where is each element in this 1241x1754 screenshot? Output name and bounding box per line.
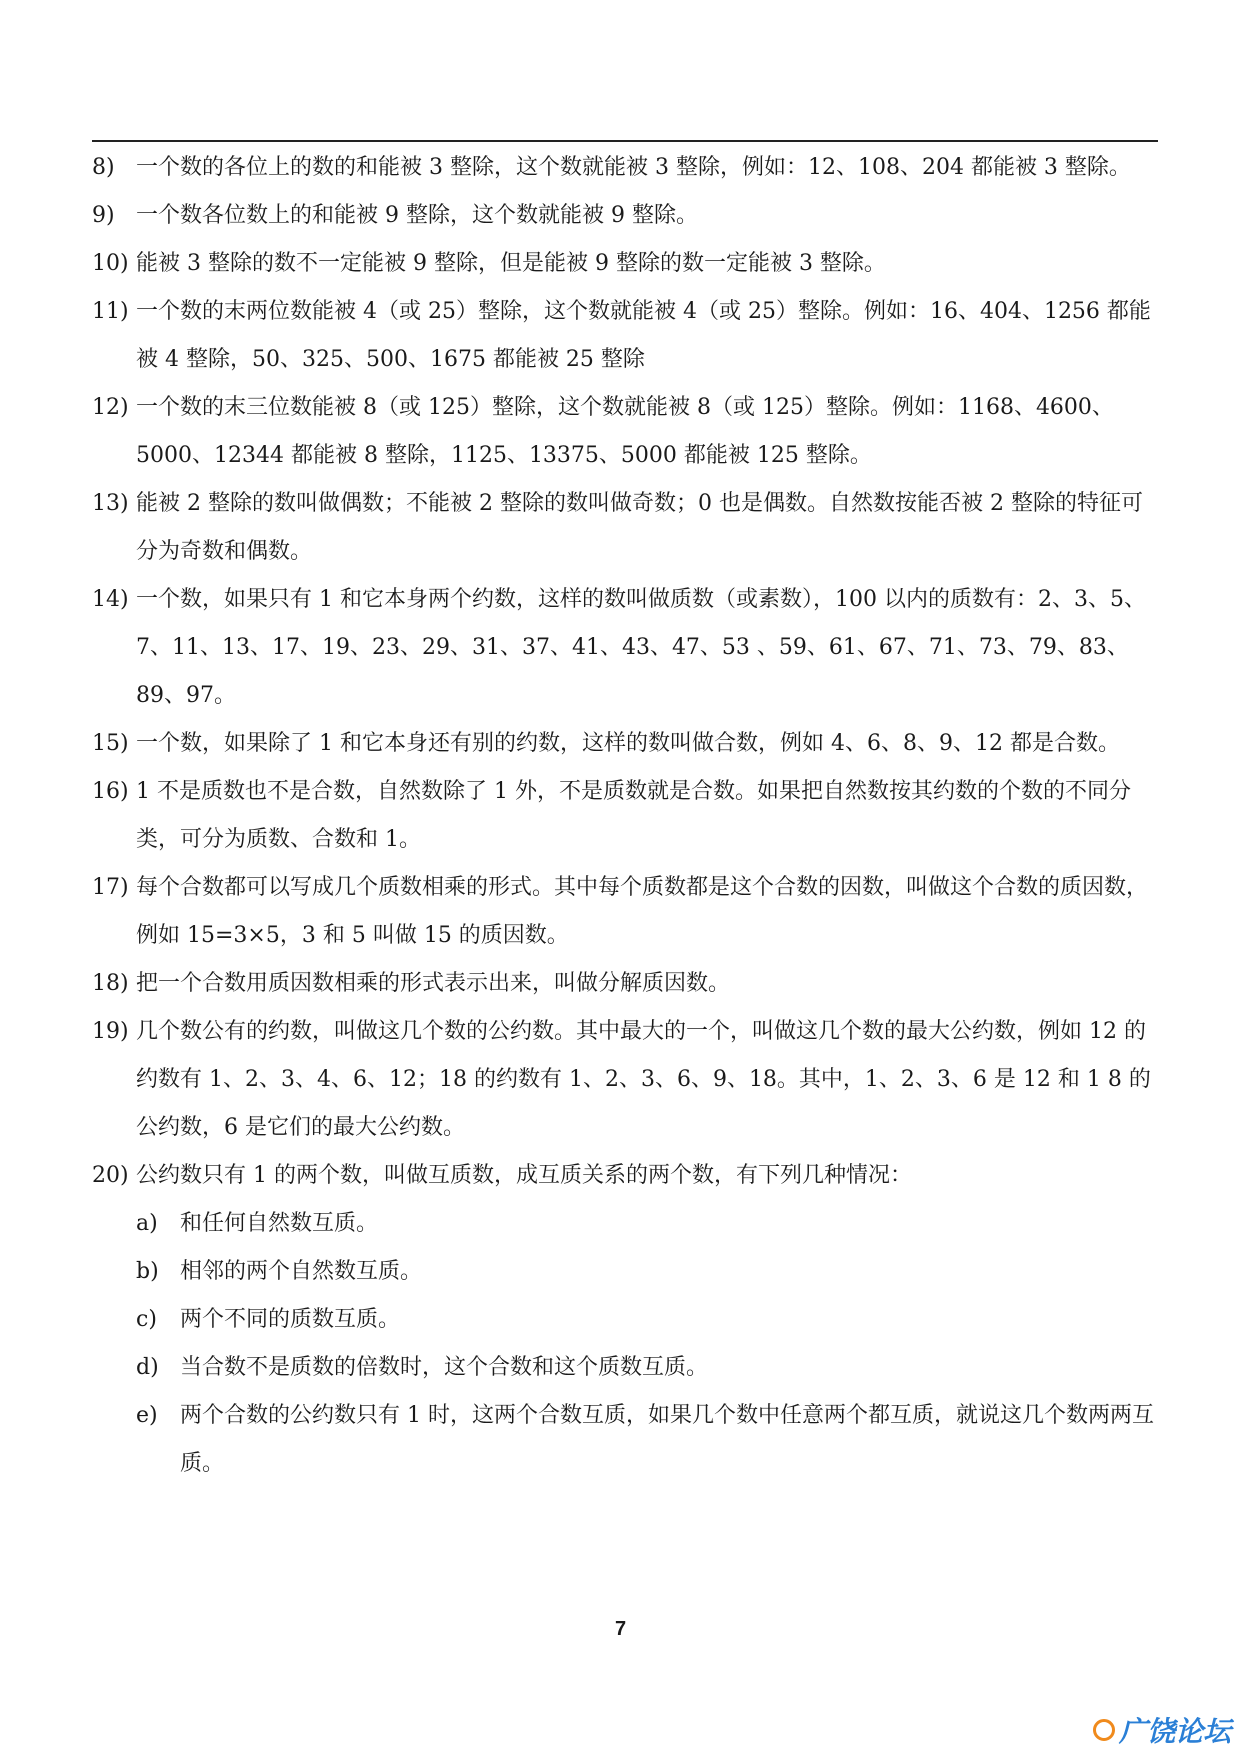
item-text: 每个合数都可以写成几个质数相乘的形式。其中每个质数都是这个合数的因数，叫做这个合数的质因数，例如 15=3×5，3 和 5 叫做 15 的质因数。 bbox=[136, 875, 1149, 948]
list-item-13 bbox=[92, 480, 1162, 576]
item-text: 一个数的末两位数能被 4（或 25）整除，这个数就能被 4（或 25）整除。例如：16、404、1256 都能被 4 整除，50、325、500、1675 都能被 25 整除 bbox=[136, 299, 1151, 372]
list-item-8 bbox=[92, 144, 1162, 192]
item-text: 能被 3 整除的数不一定能被 9 整除，但是能被 9 整除的数一定能被 3 整除。 bbox=[136, 251, 886, 276]
sub-item-text: 和任何自然数互质。 bbox=[180, 1211, 379, 1236]
list-item-17 bbox=[92, 864, 1162, 960]
sub-item-text: 两个合数的公约数只有 1 时，这两个合数互质，如果几个数中任意两个都互质，就说这几个数两两互质。 bbox=[180, 1403, 1154, 1476]
item-number: 14) bbox=[92, 587, 129, 612]
logo-icon bbox=[1093, 1719, 1115, 1741]
item-text: 一个数，如果除了 1 和它本身还有别的约数，这样的数叫做合数，例如 4、6、8、9、12 都是合数。 bbox=[136, 731, 1120, 756]
list-item-12 bbox=[92, 384, 1162, 480]
list-item-20 bbox=[92, 1152, 1162, 1200]
document-body bbox=[92, 144, 1162, 1488]
sub-item-label: c) bbox=[136, 1307, 157, 1332]
sub-item-d bbox=[136, 1344, 1162, 1392]
item-number: 15) bbox=[92, 731, 129, 756]
header-rule bbox=[92, 140, 1158, 142]
item-number: 17) bbox=[92, 875, 129, 900]
list-item-11 bbox=[92, 288, 1162, 384]
item-number: 13) bbox=[92, 491, 129, 516]
item-text: 几个数公有的约数，叫做这几个数的公约数。其中最大的一个，叫做这几个数的最大公约数，例如 12 的约数有 1、2、3、4、6、12；18 的约数有 1、2、3、6、9、18。其中，1、2、3、6 是 12 和 1 8 的公约数，6 是它们的最大公约数。 bbox=[136, 1019, 1151, 1140]
item-text: 一个数的各位上的数的和能被 3 整除，这个数就能被 3 整除，例如：12、108、204 都能被 3 整除。 bbox=[136, 155, 1131, 180]
watermark-logo bbox=[1093, 1710, 1231, 1750]
list-item-15 bbox=[92, 720, 1162, 768]
sub-item-b bbox=[136, 1248, 1162, 1296]
list-item-10 bbox=[92, 240, 1162, 288]
sub-item-text: 相邻的两个自然数互质。 bbox=[180, 1259, 423, 1284]
item-number: 16) bbox=[92, 779, 129, 804]
list-item-19 bbox=[92, 1008, 1162, 1152]
list-item-9 bbox=[92, 192, 1162, 240]
sub-item-text: 当合数不是质数的倍数时，这个合数和这个质数互质。 bbox=[180, 1355, 709, 1380]
watermark-text: 广饶论坛 bbox=[1118, 1715, 1231, 1748]
item-text: 1 不是质数也不是合数，自然数除了 1 外，不是质数就是合数。如果把自然数按其约数的个数的不同分类，可分为质数、合数和 1。 bbox=[136, 779, 1131, 852]
item-text: 能被 2 整除的数叫做偶数；不能被 2 整除的数叫做奇数；0 也是偶数。自然数按能否被 2 整除的特征可分为奇数和偶数。 bbox=[136, 491, 1143, 564]
sub-item-a bbox=[136, 1200, 1162, 1248]
item-number: 8) bbox=[92, 155, 115, 180]
item-number: 19) bbox=[92, 1019, 129, 1044]
list-item-18 bbox=[92, 960, 1162, 1008]
item-text: 一个数的末三位数能被 8（或 125）整除，这个数就能被 8（或 125）整除。例如：1168、4600、5000、12344 都能被 8 整除，1125、13375、5000 都能被 125 整除。 bbox=[136, 395, 1114, 468]
item-text: 一个数各位数上的和能被 9 整除，这个数就能被 9 整除。 bbox=[136, 203, 698, 228]
item-number: 11) bbox=[92, 299, 129, 324]
item-text: 公约数只有 1 的两个数，叫做互质数，成互质关系的两个数，有下列几种情况： bbox=[136, 1163, 912, 1188]
sub-item-label: a) bbox=[136, 1211, 158, 1236]
sub-item-text: 两个不同的质数互质。 bbox=[180, 1307, 401, 1332]
item-number: 20) bbox=[92, 1163, 129, 1188]
sub-item-c bbox=[136, 1296, 1162, 1344]
item-number: 10) bbox=[92, 251, 129, 276]
item-number: 12) bbox=[92, 395, 129, 420]
list-item-16 bbox=[92, 768, 1162, 864]
sub-item-label: e) bbox=[136, 1403, 158, 1428]
item-text: 一个数，如果只有 1 和它本身两个约数，这样的数叫做质数（或素数），100 以内的质数有：2、3、5、7、11、13、17、19、23、29、31、37、41、43、47、53 、59、61、67、71、73、79、83、89、97。 bbox=[136, 587, 1146, 708]
page-number: 7 bbox=[614, 1618, 627, 1640]
item-number: 9) bbox=[92, 203, 115, 228]
item-number: 18) bbox=[92, 971, 129, 996]
sub-item-label: b) bbox=[136, 1259, 159, 1284]
sub-item-label: d) bbox=[136, 1355, 159, 1380]
list-item-14 bbox=[92, 576, 1162, 720]
item-text: 把一个合数用质因数相乘的形式表示出来，叫做分解质因数。 bbox=[136, 971, 731, 996]
sub-item-e bbox=[136, 1392, 1162, 1488]
